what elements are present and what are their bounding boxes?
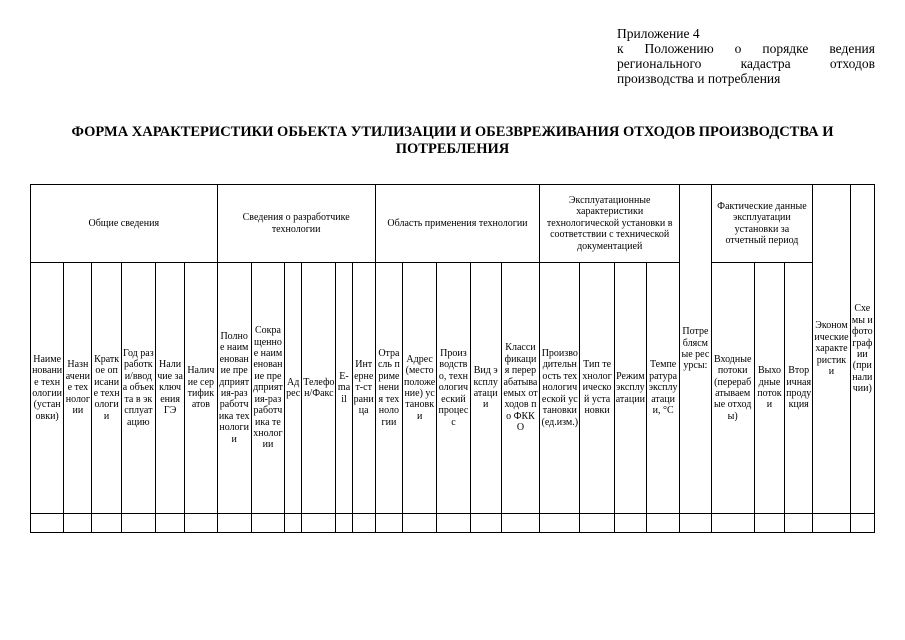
table-cell[interactable] <box>403 514 437 533</box>
appendix-ref-line: к Положению о порядке ведения <box>617 41 875 56</box>
appendix-header <box>617 26 875 86</box>
col-dev-full: Полное наименование предприятия-разработчика технологии <box>217 263 251 514</box>
col-phone: Телефон/Факс <box>302 263 336 514</box>
col-economic: Экономические характеристики <box>813 185 850 514</box>
col-dev-short: Сокращенное наименование предприятия-разработчика технологии <box>251 263 284 514</box>
appendix-ref-line: регионального кадастра отходов <box>617 56 875 71</box>
table-cell[interactable] <box>185 514 217 533</box>
table-cell[interactable] <box>754 514 784 533</box>
table-row <box>31 514 875 533</box>
col-industry: Отрасль применения технологии <box>375 263 402 514</box>
group-developer: Сведения о разработчике технологии <box>217 185 375 263</box>
table-cell[interactable] <box>92 514 121 533</box>
characteristics-table <box>30 184 875 533</box>
table-cell[interactable] <box>680 514 711 533</box>
table-cell[interactable] <box>375 514 402 533</box>
col-unit-type: Тип технологической установки <box>580 263 614 514</box>
col-consumed-resources: Потреблясмые ресурсы: <box>680 185 711 514</box>
table-cell[interactable] <box>217 514 251 533</box>
col-waste-class: Классификация перерабатываемых отходов по ФККО <box>501 263 539 514</box>
table-cell[interactable] <box>285 514 302 533</box>
table-cell[interactable] <box>352 514 375 533</box>
col-location: Адрес (местоположение) установки <box>403 263 437 514</box>
col-cert: Наличие сертификатов <box>185 263 217 514</box>
table-cell[interactable] <box>850 514 874 533</box>
col-input-flows: Входные потоки (перерабатываемые отходы) <box>711 263 754 514</box>
table-cell[interactable] <box>501 514 539 533</box>
table-cell[interactable] <box>470 514 501 533</box>
form-title: ФОРМА ХАРАКТЕРИСТИКИ ОБЬЕКТА УТИЛИЗАЦИИ И ОБЕЗВРЕЖИВАНИЯ ОТХОДОВ ПРОИЗВОДСТВА И ПОТРЕБЛЕНИЯ <box>71 124 834 157</box>
col-email: E-mail <box>336 263 352 514</box>
table-cell[interactable] <box>336 514 352 533</box>
table-cell[interactable] <box>302 514 336 533</box>
col-temperature: Температура эксплуатации, °С <box>646 263 679 514</box>
col-description: Краткое описание технологии <box>92 263 121 514</box>
col-year: Год разработки/ввода объекта в эксплуатацию <box>121 263 155 514</box>
col-outputs: Выходные потоки <box>754 263 784 514</box>
group-operational: Эксплуатационные характеристики технологической установки в соответствии с технической документацией <box>540 185 680 263</box>
col-process: Производство, технологический процесс <box>437 263 470 514</box>
appendix-number: Приложение 4 <box>617 26 700 41</box>
group-actual-data: Фактические данные эксплуатации установки за отчетный период <box>711 185 813 263</box>
table-cell[interactable] <box>711 514 754 533</box>
col-address: Адрес <box>285 263 302 514</box>
col-name: Наименование технологии (установки) <box>31 263 64 514</box>
table-cell[interactable] <box>813 514 850 533</box>
group-application: Область применения технологии <box>375 185 539 263</box>
col-exploitation: Вид эксплуатации <box>470 263 501 514</box>
table-cell[interactable] <box>785 514 813 533</box>
group-general: Общие сведения <box>31 185 218 263</box>
table-cell[interactable] <box>580 514 614 533</box>
col-web: Интернет-страница <box>352 263 375 514</box>
table-cell[interactable] <box>31 514 64 533</box>
col-capacity: Производительность технологической установки (ед.изм.) <box>540 263 580 514</box>
table-cell[interactable] <box>437 514 470 533</box>
table-cell[interactable] <box>540 514 580 533</box>
col-purpose: Назначение технологии <box>64 263 92 514</box>
col-mode: Режим эксплуатации <box>614 263 646 514</box>
table-cell[interactable] <box>121 514 155 533</box>
col-secondary: Вторичная продукция <box>785 263 813 514</box>
appendix-ref-line: производства и потребления <box>617 71 781 86</box>
table-cell[interactable] <box>155 514 184 533</box>
table-cell[interactable] <box>64 514 92 533</box>
table-cell[interactable] <box>614 514 646 533</box>
table-cell[interactable] <box>646 514 679 533</box>
table-cell[interactable] <box>251 514 284 533</box>
col-schemes: Схемы и фотографии (при наличии) <box>850 185 874 514</box>
col-ge: Наличие заключения ГЭ <box>155 263 184 514</box>
